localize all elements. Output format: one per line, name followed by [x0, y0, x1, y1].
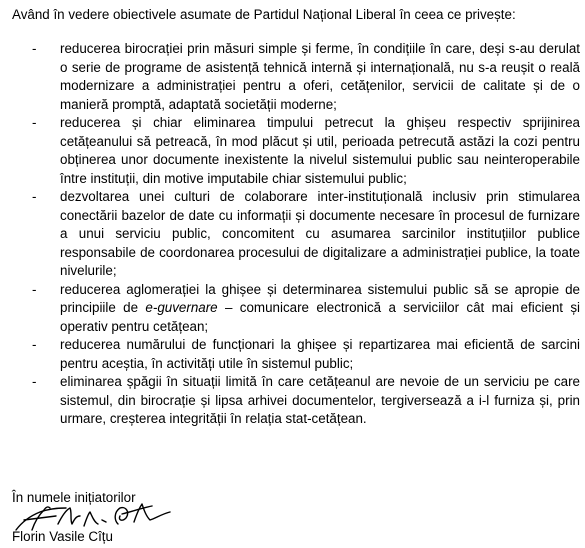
list-item-text: reducerea aglomerației la ghișee și determinarea sistemului public să se apropie de principiile de [60, 281, 580, 315]
bullet-dash: - [32, 115, 37, 130]
objectives-list [12, 40, 580, 429]
bullet-dash: - [32, 41, 37, 56]
bullet-dash: - [32, 189, 37, 204]
list-item-text: reducerea numărului de funcționari la ghișee și repartizarea mai eficientă de sarcini pentru aceștia, în activități utile în sistemul public; [60, 337, 580, 371]
intro-paragraph: Având în vedere obiectivele asumate de Partidul Național Liberal în ceea ce privește: [12, 7, 516, 22]
list-item-text: reducerea birocrației prin măsuri simple și ferme, în condițiile în care, deși s-au derulat o serie de programe de asistență tehnică internă și internațională, nu s-a reușit o reală modernizare a administrației pentru a oferi, cetățenilor, servicii de calitate și de o manieră promptă, adaptată societății moderne; [60, 41, 580, 112]
bullet-dash: - [32, 374, 37, 389]
list-item [12, 114, 580, 188]
list-item-text-end: – comunicare electronică a serviciilor cât mai eficient și operativ pentru cetățean; [60, 300, 581, 334]
signatory-name: Florin Vasile Cîțu [12, 529, 113, 544]
list-item [12, 40, 580, 114]
list-item [12, 188, 580, 281]
list-item [12, 373, 580, 429]
bullet-dash: - [32, 281, 37, 297]
list-item [12, 336, 580, 373]
bullet-dash: - [32, 337, 37, 352]
list-item-text: reducerea și chiar eliminarea timpului petrecut la ghișeu respectiv sprijinirea cetățeanului să petreacă, în mod plăcut și util, perioada petrecută astăzi la cozi pentru obținerea unor documente inexistente la nivelul sistemului public sau neinteroperabile între instituții, din motive imputabile chiar sistemului public; [60, 115, 580, 186]
list-item [12, 281, 580, 337]
list-item-text: dezvoltarea unei culturi de colaborare inter-instituțională inclusiv prin stimularea conectării bazelor de date cu informații și documente necesare în procesul de furnizare a unui serviciu public, concomitent cu asumarea sarcinilor instituțiilor publice responsabile de coordonarea procesului de digitalizare a administrației publice, la toate nivelurile; [60, 189, 580, 278]
e-guvernare-emphasis: e-guvernare [145, 300, 218, 315]
list-item-text: eliminarea șpăgii în situații limită în care cetățeanul are nevoie de un serviciu pe care sistemul, din birocrație și lipsa arhivei documentelor, tergiversează a i-l furniza și, prin urmare, creșterea integrității în relația stat-cetățean. [60, 374, 580, 426]
closing-line: În numele inițiatorilor [12, 490, 136, 505]
